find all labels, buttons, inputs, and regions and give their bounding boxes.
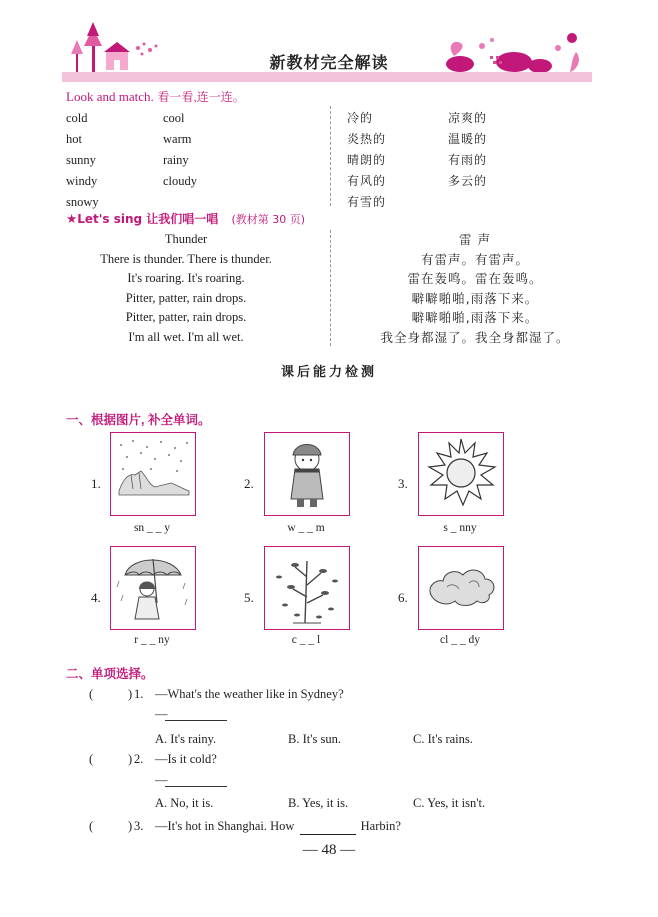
match-meaning: 有风的	[347, 174, 387, 188]
match-meaning: 晴朗的	[347, 153, 387, 167]
match-word: sunny	[66, 153, 96, 167]
answer-paren-open: (	[89, 752, 94, 766]
match-right-col2	[448, 108, 487, 192]
part1-heading: 一、根据图片, 补全单词。	[66, 413, 211, 427]
sun-icon	[419, 433, 503, 515]
option-b[interactable]: B. Yes, it is.	[288, 796, 349, 810]
song-english	[66, 230, 306, 348]
item-number: 1.	[91, 476, 101, 491]
picture-sunny	[418, 432, 504, 516]
match-divider	[330, 106, 331, 206]
fill-blank[interactable]	[300, 819, 356, 835]
song-line-cn: 雷 声	[459, 232, 491, 247]
option-c[interactable]: C. Yes, it isn't.	[413, 796, 486, 810]
song-line-cn: 噼噼啪啪,雨落下来。	[411, 310, 539, 326]
option-b[interactable]: B. It's sun.	[288, 732, 341, 746]
match-word: warm	[163, 132, 192, 146]
picture-cool	[264, 546, 350, 630]
word-blank: sn _ _ y	[133, 522, 171, 534]
song-line-cn: 我全身都湿了。我全身都湿了。	[380, 329, 570, 345]
girl-umbrella-icon	[111, 547, 195, 629]
song-chinese	[355, 230, 595, 348]
song-divider	[330, 230, 331, 346]
match-word: cool	[163, 111, 185, 125]
match-meaning: 冷的	[347, 111, 374, 125]
snow-scene-icon	[111, 433, 195, 515]
question-text: —Is it cold?	[155, 752, 217, 766]
picture-rainy	[110, 546, 196, 630]
header-band	[62, 72, 592, 82]
answer-slot[interactable]	[96, 686, 126, 702]
match-meaning: 有雪的	[347, 195, 387, 209]
match-meaning: 有雨的	[448, 153, 488, 167]
match-word: windy	[66, 174, 98, 188]
word-blank: c _ _ l	[291, 634, 321, 646]
item-number: 5.	[244, 590, 254, 605]
option-a[interactable]: A. No, it is.	[155, 796, 214, 810]
word-blank: w _ _ m	[287, 522, 325, 534]
question-number: 2.	[134, 752, 144, 766]
picture-cloudy	[418, 546, 504, 630]
sing-heading	[66, 210, 305, 227]
match-heading	[66, 88, 245, 105]
song-line: Thunder	[164, 232, 208, 246]
question-text-after: Harbin?	[360, 819, 401, 833]
match-left-col2	[163, 108, 197, 192]
match-word: hot	[66, 132, 82, 146]
item-number: 6.	[398, 590, 408, 605]
answer-line[interactable]	[165, 720, 227, 721]
option-c[interactable]: C. It's rains.	[413, 732, 473, 746]
word-blank: s _ nny	[443, 522, 477, 534]
item-number: 2.	[244, 476, 254, 491]
book-title: 新教材完全解读	[269, 53, 389, 72]
picture-warm	[264, 432, 350, 516]
answer-paren-close: )	[128, 819, 133, 833]
autumn-tree-icon	[265, 547, 349, 629]
answer-line[interactable]	[165, 786, 227, 787]
match-meaning: 多云的	[448, 174, 488, 188]
song-line: There is thunder. There is thunder.	[100, 251, 272, 266]
answer-slot[interactable]	[96, 818, 126, 834]
page-number: — 48 —	[302, 842, 356, 858]
match-meaning: 温暖的	[448, 132, 488, 146]
song-line: I'm all wet. I'm all wet.	[128, 329, 244, 344]
match-left-col1	[66, 108, 99, 213]
answer-slot[interactable]	[96, 751, 126, 767]
part2-heading: 二、单项选择。	[66, 667, 154, 681]
match-heading-en: Look and match.	[66, 89, 154, 104]
song-line: Pitter, patter, rain drops.	[125, 290, 247, 305]
after-class-title: 课后能力检测	[280, 365, 377, 380]
match-meaning: 凉爽的	[448, 111, 488, 125]
match-heading-cn: 看一看,连一连。	[157, 90, 245, 104]
sing-heading-text: Let's sing 让我们唱一唱	[77, 212, 219, 226]
match-word: cold	[66, 111, 88, 125]
item-number: 3.	[398, 476, 408, 491]
star-icon: ★	[66, 212, 78, 226]
question-number: 1.	[134, 687, 144, 701]
question-number: 3.	[134, 819, 144, 833]
answer-dash: —	[155, 773, 168, 787]
match-word: rainy	[163, 153, 189, 167]
song-line-cn: 雷在轰鸣。雷在轰鸣。	[407, 271, 543, 287]
answer-paren-open: (	[89, 687, 94, 701]
question-text: —What's the weather like in Sydney?	[155, 687, 344, 701]
answer-paren-open: (	[89, 819, 94, 833]
bundled-child-icon	[265, 433, 349, 515]
option-a[interactable]: A. It's rainy.	[155, 732, 217, 746]
question-text-before: —It's hot in Shanghai. How	[155, 819, 295, 833]
picture-snow	[110, 432, 196, 516]
song-line: Pitter, patter, rain drops.	[125, 310, 247, 325]
song-line-cn: 有雷声。有雷声。	[420, 251, 529, 267]
answer-paren-close: )	[128, 752, 133, 766]
question-text	[155, 819, 401, 835]
match-meaning: 炎热的	[347, 132, 387, 146]
song-line: It's roaring. It's roaring.	[127, 271, 245, 286]
match-word: cloudy	[163, 174, 198, 188]
match-right-col1	[347, 108, 386, 213]
song-line-cn: 噼噼啪啪,雨落下来。	[411, 290, 539, 306]
answer-dash: —	[155, 707, 168, 721]
match-word: snowy	[66, 195, 99, 209]
sing-reference: (教材第 30 页)	[231, 213, 306, 226]
word-blank: cl _ _ dy	[440, 634, 480, 646]
item-number: 4.	[91, 590, 101, 605]
word-blank: r _ _ ny	[134, 634, 170, 646]
cloud-icon	[419, 547, 503, 629]
answer-paren-close: )	[128, 687, 133, 701]
